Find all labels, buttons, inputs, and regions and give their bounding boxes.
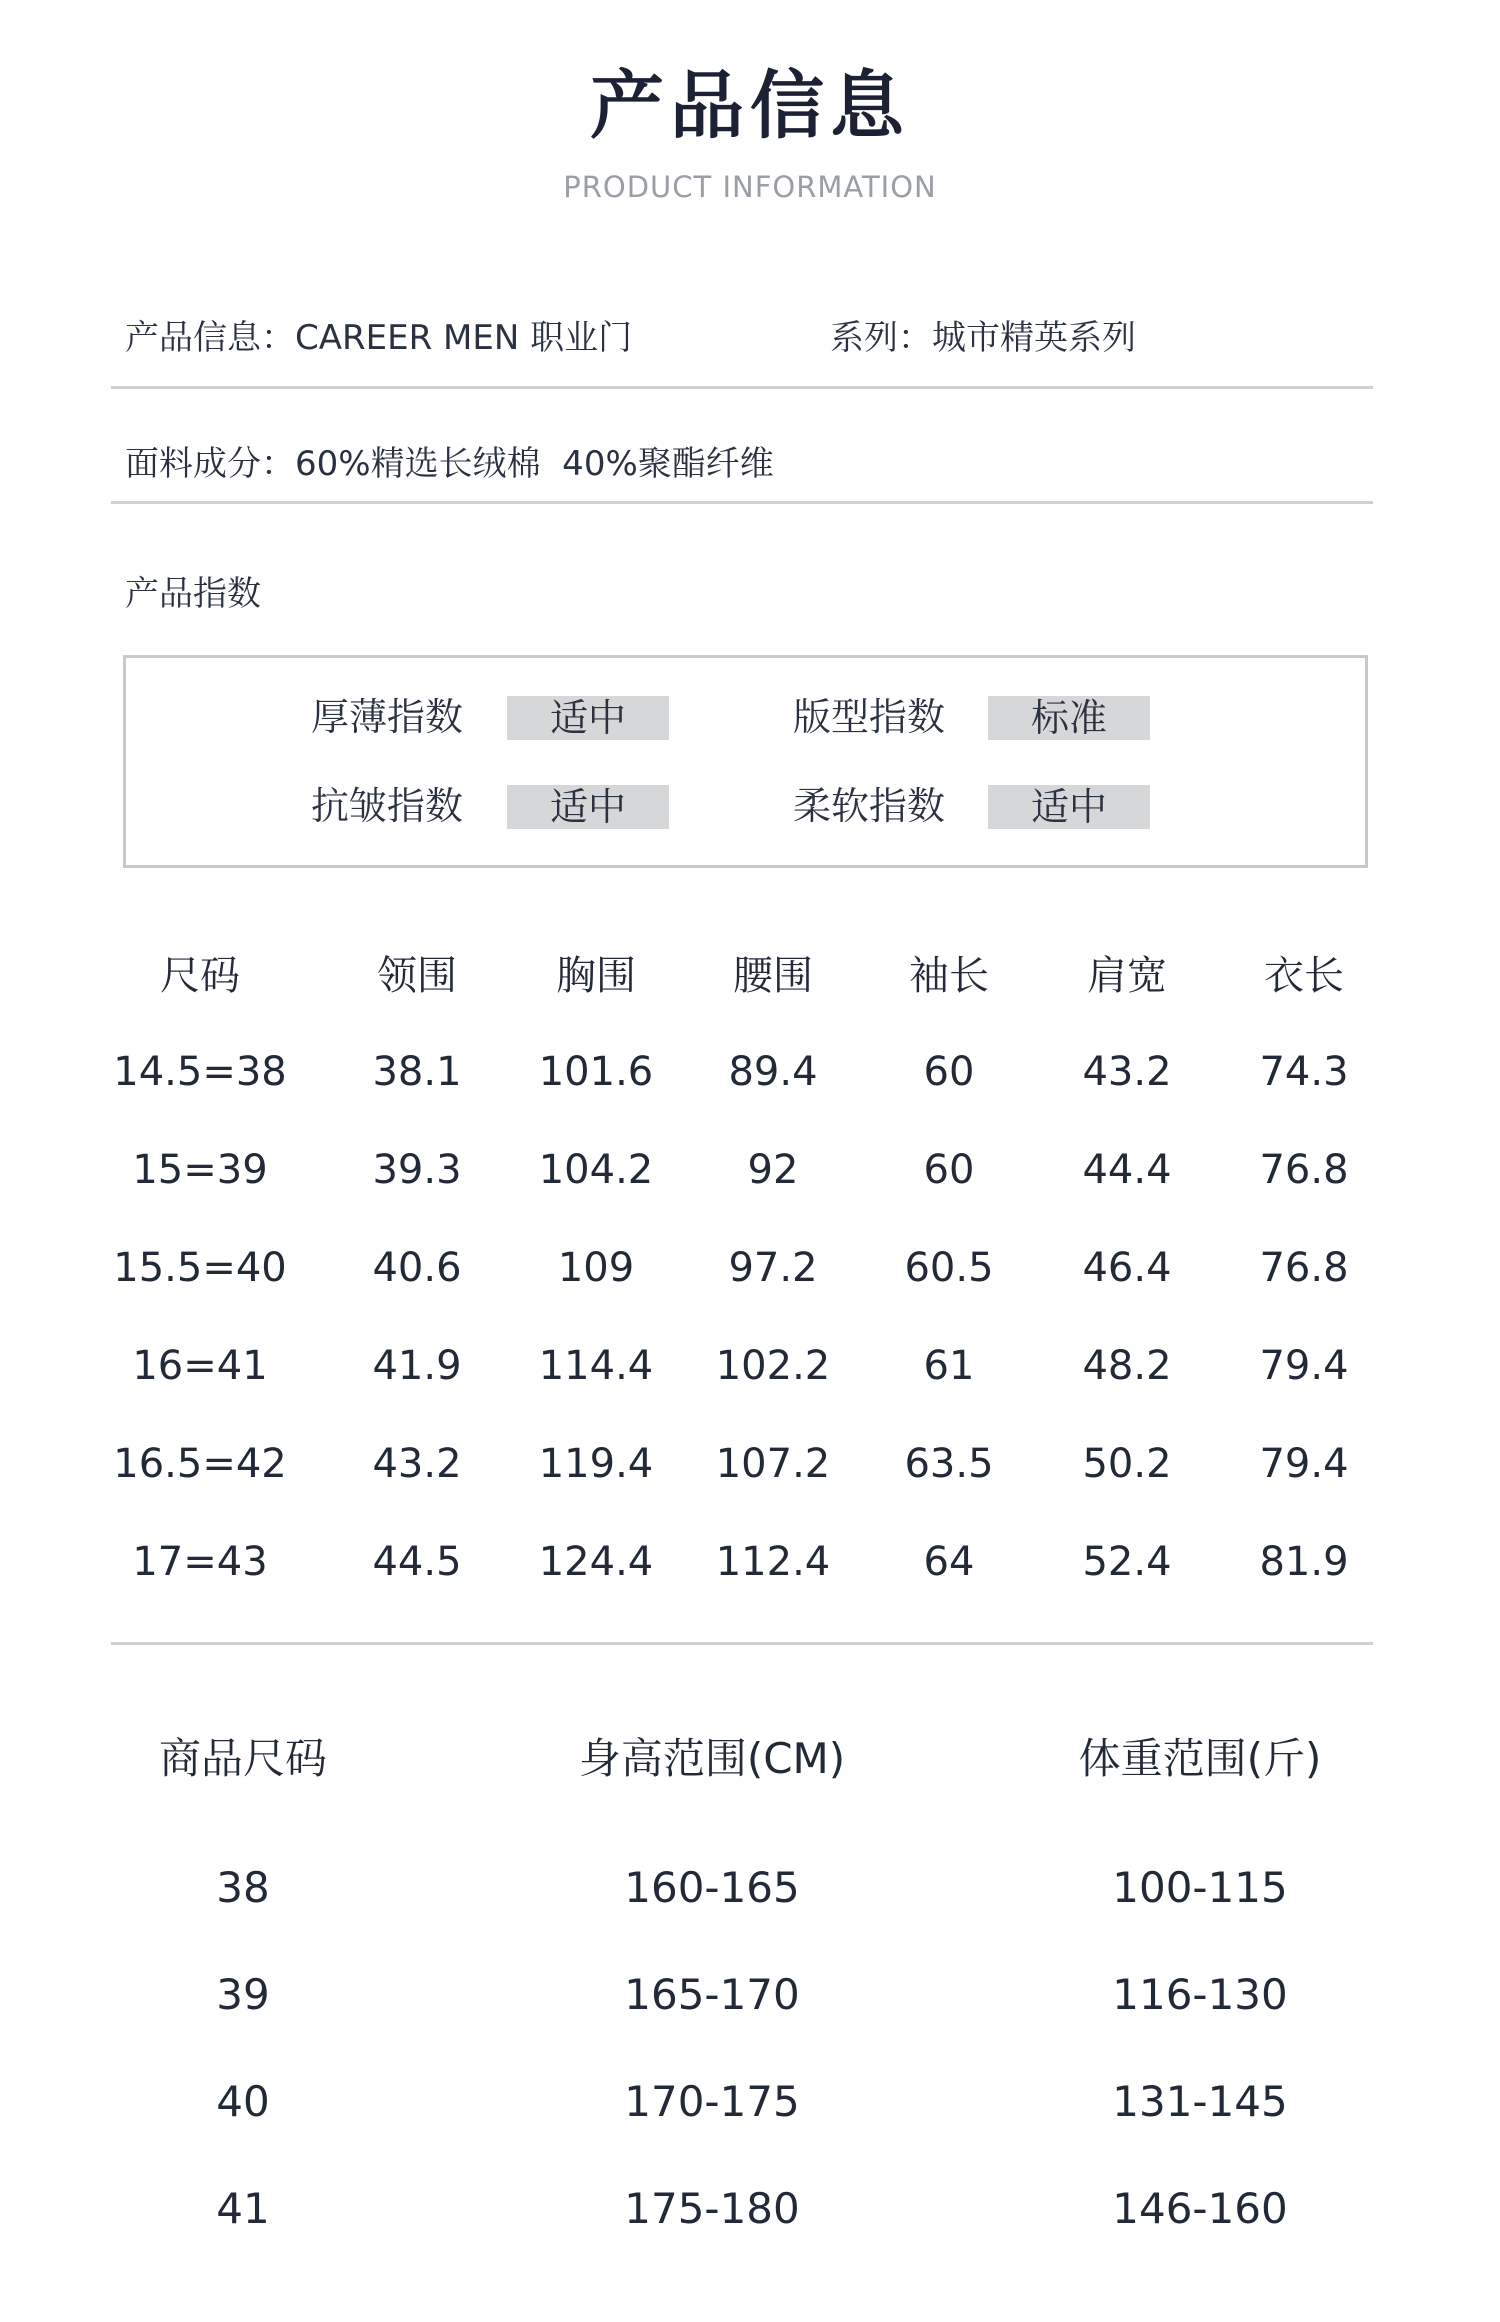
size-table-cell: 61 — [923, 1343, 975, 1389]
size-table-header: 肩宽 — [1087, 953, 1167, 999]
size-table-cell: 52.4 — [1082, 1539, 1172, 1585]
size-table-cell: 76.8 — [1259, 1245, 1349, 1291]
product-info-label: 产品信息： — [125, 318, 295, 358]
series-info — [830, 316, 1136, 360]
size-table-cell: 79.4 — [1259, 1441, 1349, 1487]
fit-table-cell: 146-160 — [1112, 2184, 1288, 2233]
size-table-cell: 64 — [923, 1539, 975, 1585]
index-value: 适中 — [988, 785, 1150, 829]
size-table-cell: 15.5=40 — [113, 1245, 287, 1291]
fabric-value: 60%精选长绒棉 40%聚酯纤维 — [295, 444, 774, 484]
size-table-cell: 41.9 — [372, 1343, 462, 1389]
fit-table-cell: 175-180 — [624, 2184, 800, 2233]
size-table-header: 领围 — [377, 953, 457, 999]
size-table-header: 衣长 — [1264, 953, 1344, 999]
size-table-cell: 60 — [923, 1049, 975, 1095]
fit-table-cell: 39 — [216, 1970, 270, 2019]
fit-table-header: 商品尺码 — [158, 1734, 327, 1783]
divider — [111, 1642, 1373, 1645]
size-table-cell: 109 — [557, 1245, 635, 1291]
size-table-cell: 15=39 — [132, 1147, 268, 1193]
size-table-cell: 101.6 — [538, 1049, 654, 1095]
fit-table-cell: 131-145 — [1112, 2077, 1288, 2126]
fit-table-cell: 160-165 — [624, 1863, 800, 1912]
size-table-cell: 81.9 — [1259, 1539, 1349, 1585]
page-subtitle: PRODUCT INFORMATION — [563, 170, 937, 204]
size-table-cell: 112.4 — [715, 1539, 831, 1585]
size-table-cell: 76.8 — [1259, 1147, 1349, 1193]
page-header — [0, 60, 1500, 204]
size-table-cell: 102.2 — [715, 1343, 831, 1389]
size-table-cell: 63.5 — [904, 1441, 994, 1487]
size-table-cell: 43.2 — [1082, 1049, 1172, 1095]
size-table-cell: 74.3 — [1259, 1049, 1349, 1095]
fabric-info — [125, 442, 774, 486]
size-table-cell: 16.5=42 — [113, 1441, 287, 1487]
size-table-header: 腰围 — [733, 953, 813, 999]
size-table-cell: 38.1 — [372, 1049, 462, 1095]
fit-table-cell: 116-130 — [1112, 1970, 1288, 2019]
fit-table-header: 体重范围(斤) — [1078, 1734, 1322, 1783]
size-table-cell: 43.2 — [372, 1441, 462, 1487]
size-table-cell: 46.4 — [1082, 1245, 1172, 1291]
fit-table-cell: 38 — [216, 1863, 270, 1912]
fit-table-cell: 100-115 — [1112, 1863, 1288, 1912]
index-name: 版型指数 — [793, 695, 946, 739]
fit-table-cell: 41 — [216, 2184, 270, 2233]
size-table-header: 袖长 — [909, 953, 989, 999]
size-table-cell: 104.2 — [538, 1147, 654, 1193]
fit-table-cell: 170-175 — [624, 2077, 800, 2126]
index-value: 适中 — [507, 785, 669, 829]
divider — [111, 386, 1373, 389]
index-name: 抗皱指数 — [311, 784, 464, 828]
index-value: 适中 — [507, 696, 669, 740]
series-value: 城市精英系列 — [932, 318, 1136, 358]
fit-table-cell: 165-170 — [624, 1970, 800, 2019]
size-table-cell: 107.2 — [715, 1441, 831, 1487]
size-table-cell: 60 — [923, 1147, 975, 1193]
fit-table-header: 身高范围(CM) — [578, 1734, 846, 1783]
size-table-cell: 89.4 — [728, 1049, 818, 1095]
fabric-label: 面料成分： — [125, 444, 295, 484]
size-table-header: 尺码 — [160, 953, 240, 999]
size-table-header: 胸围 — [556, 953, 636, 999]
size-table-cell: 119.4 — [538, 1441, 654, 1487]
size-table-cell: 92 — [747, 1147, 799, 1193]
size-table-cell: 97.2 — [728, 1245, 818, 1291]
size-table-cell: 44.4 — [1082, 1147, 1172, 1193]
divider — [111, 501, 1373, 504]
series-label: 系列： — [830, 318, 932, 358]
size-table-cell: 124.4 — [538, 1539, 654, 1585]
page-title: 产品信息 — [590, 63, 910, 149]
size-table-cell: 17=43 — [132, 1539, 268, 1585]
size-table-cell: 79.4 — [1259, 1343, 1349, 1389]
size-table-cell: 44.5 — [372, 1539, 462, 1585]
product-info-value: CAREER MEN 职业门 — [295, 318, 633, 358]
index-name: 厚薄指数 — [311, 695, 464, 739]
size-table-cell: 16=41 — [132, 1343, 268, 1389]
index-box — [123, 655, 1368, 868]
size-table-cell: 39.3 — [372, 1147, 462, 1193]
index-value: 标准 — [988, 696, 1150, 740]
size-table-cell: 114.4 — [538, 1343, 654, 1389]
size-table-cell: 48.2 — [1082, 1343, 1172, 1389]
index-section-label: 产品指数 — [125, 574, 261, 614]
index-name: 柔软指数 — [793, 784, 946, 828]
size-table-cell: 40.6 — [372, 1245, 462, 1291]
product-info — [125, 316, 632, 360]
size-table-cell: 60.5 — [904, 1245, 994, 1291]
size-table-cell: 14.5=38 — [113, 1049, 287, 1095]
fit-table-cell: 40 — [216, 2077, 270, 2126]
size-table-cell: 50.2 — [1082, 1441, 1172, 1487]
